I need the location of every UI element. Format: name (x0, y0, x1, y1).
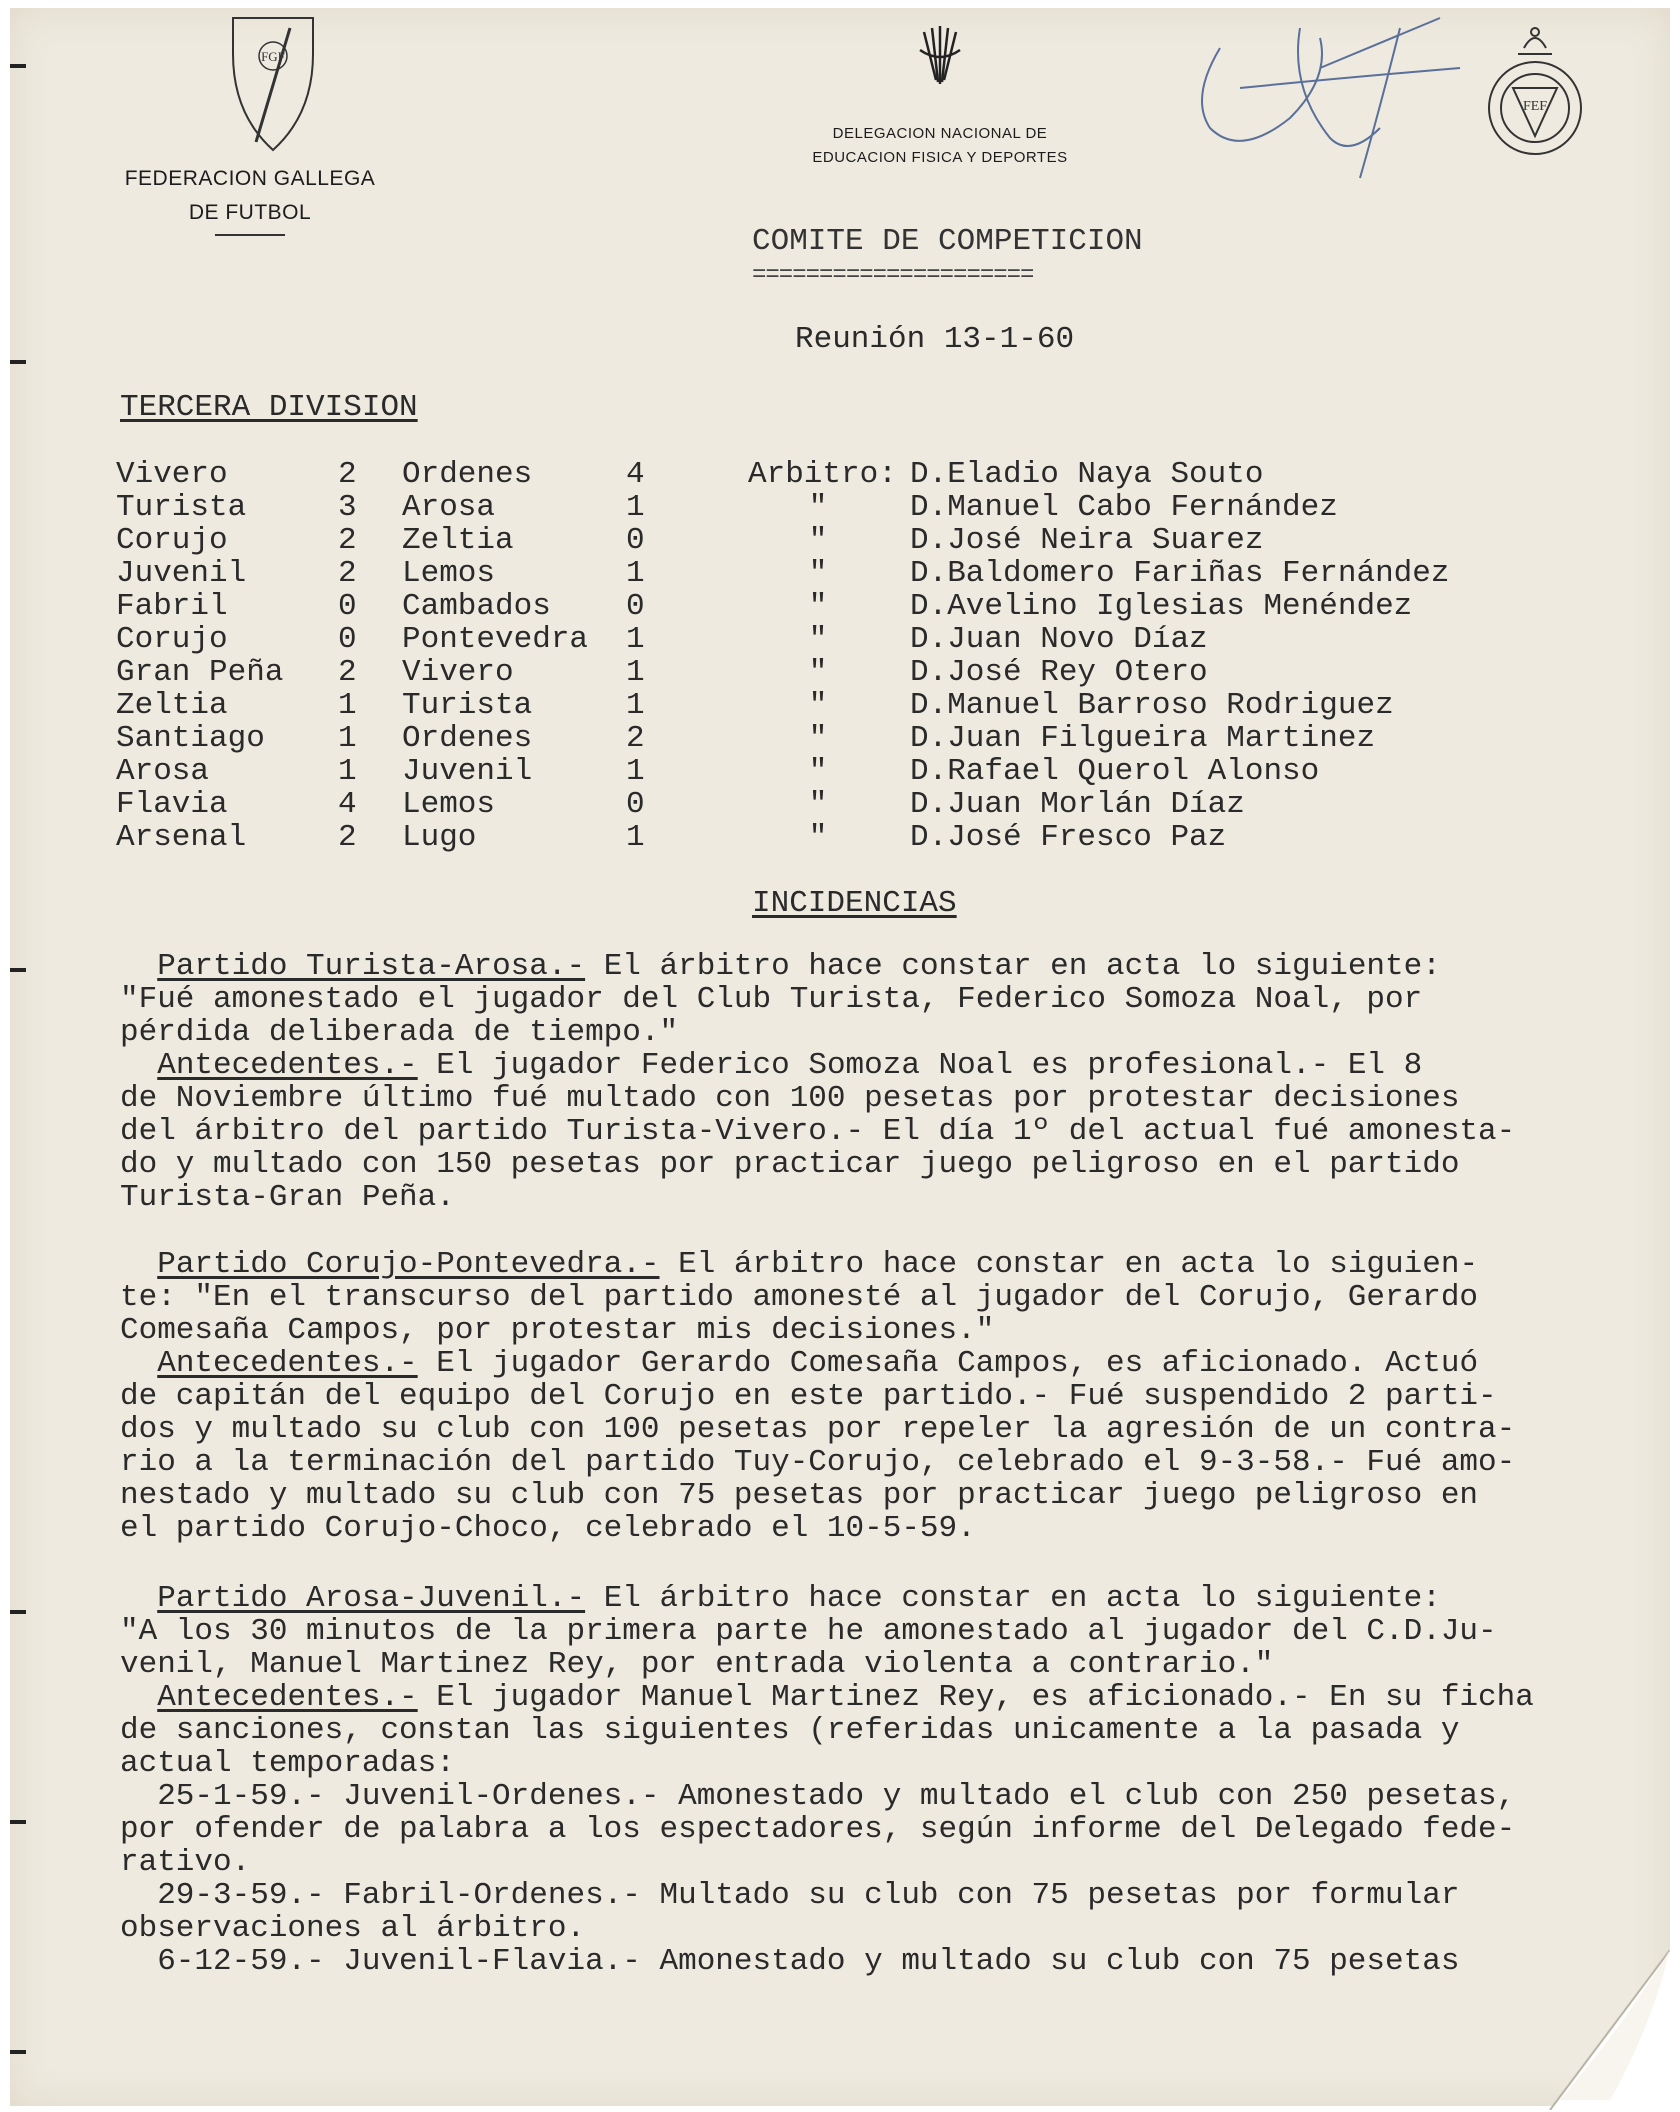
referee-cell (748, 788, 910, 821)
away-score: 0 (626, 787, 645, 822)
delegation-line1: DELEGACION NACIONAL DE (832, 125, 1048, 142)
yoke-arrows-emblem-icon (912, 20, 968, 90)
home-score: 2 (338, 523, 357, 558)
away-score: 0 (626, 589, 645, 624)
ditto-mark: " (808, 556, 828, 591)
incidents-heading: INCIDENCIAS (752, 886, 957, 921)
referee-cell (748, 491, 910, 524)
referee-cell (748, 524, 910, 557)
home-score: 0 (338, 589, 357, 624)
ditto-mark: " (808, 787, 828, 822)
away-team: Pontevedra (402, 622, 589, 657)
referee-name: D.Eladio Naya Souto (910, 457, 1264, 492)
home-team: Arsenal (116, 820, 247, 855)
away-score: 1 (626, 556, 645, 591)
referee-name: D.Avelino Iglesias Menéndez (910, 589, 1413, 624)
referee-name: D.Manuel Cabo Fernández (910, 490, 1338, 525)
home-team: Turista (116, 490, 247, 525)
away-team: Lemos (402, 556, 496, 591)
incident-match-heading: Partido Turista-Arosa.- (157, 949, 586, 984)
federation-name-line2: DE FUTBOL (188, 201, 312, 224)
away-team: Juvenil (402, 754, 533, 789)
referee-cell (748, 557, 910, 590)
referee-cell (748, 623, 910, 656)
away-score: 1 (626, 655, 645, 690)
handwritten-signature (1180, 8, 1480, 188)
home-score: 1 (338, 721, 357, 756)
incident-history-text: El jugador Gerardo Comesaña Campos, es aficionado. Actuó de capitán del equipo del Corujo en este partido.- Fué suspendido 2 parti- dos y multado su club con 100 pesetas por repeler la agresión de un contra- rio a la terminación del partido Tuy-Corujo, celebrado el 9-3-58.- Fué amo- nestado y multado su club con 75 pesetas por practicar juego peligroso en el partido Corujo-Choco, celebrado el 10-5-59. (120, 1346, 1516, 1546)
federation-name-line1: FEDERACION GALLEGA (124, 167, 376, 190)
away-score: 1 (626, 490, 645, 525)
incident-history-heading: Antecedentes.- (157, 1346, 418, 1381)
division-heading: TERCERA DIVISION (120, 390, 418, 425)
federation-name (100, 162, 400, 236)
home-team: Corujo (116, 523, 228, 558)
divider (215, 234, 285, 236)
home-score: 2 (338, 820, 357, 855)
away-score: 1 (626, 754, 645, 789)
referee-name: D.Manuel Barroso Rodriguez (910, 688, 1394, 723)
away-score: 1 (626, 820, 645, 855)
away-team: Cambados (402, 589, 551, 624)
ditto-mark: " (808, 688, 828, 723)
referee-name: D.Baldomero Fariñas Fernández (910, 556, 1450, 591)
referee-name: D.José Fresco Paz (910, 820, 1227, 855)
result-row (116, 491, 1450, 524)
away-score: 1 (626, 622, 645, 657)
incident-turista-arosa (120, 950, 1660, 1214)
home-score: 1 (338, 688, 357, 723)
referee-name: D.Juan Novo Díaz (910, 622, 1208, 657)
result-row (116, 524, 1450, 557)
referee-cell (748, 689, 910, 722)
referee-cell (748, 722, 910, 755)
incident-history-heading: Antecedentes.- (157, 1680, 418, 1715)
home-team: Santiago (116, 721, 265, 756)
result-row (116, 590, 1450, 623)
away-score: 0 (626, 523, 645, 558)
title-double-rule: ===================== (752, 262, 1034, 289)
home-score: 4 (338, 787, 357, 822)
away-team: Ordenes (402, 457, 533, 492)
margin-mark (10, 2050, 26, 2054)
referee-label: Arbitro: (748, 457, 897, 492)
away-team: Lemos (402, 787, 496, 822)
result-row (116, 557, 1450, 590)
margin-mark (10, 968, 26, 972)
home-team: Fabril (116, 589, 228, 624)
federation-crest-icon (228, 14, 318, 154)
incident-arosa-juvenil (120, 1582, 1660, 1978)
margin-mark (10, 360, 26, 364)
margin-mark (10, 1820, 26, 1824)
home-score: 2 (338, 655, 357, 690)
result-row (116, 689, 1450, 722)
incident-history-text: El jugador Manuel Martinez Rey, es aficionado.- En su ficha de sanciones, constan las siguientes (referidas unicamente a la pasada y actual temporadas: 25-1-59.- Juvenil-Ordenes.- Amonestado y multado el club con 250 pesetas, por ofender de palabra a los espectadores, según informe del Delegado fede- rativo. 29-3-59.- Fabril-Ordenes.- Multado su club con 75 pesetas por formular observaciones al árbitro. 6-12-59.- Juvenil-Flavia.- Amonestado y multado su club con 75 pesetas (120, 1680, 1534, 1979)
ditto-mark: " (808, 655, 828, 690)
incident-history-text: El jugador Federico Somoza Noal es profesional.- El 8 de Noviembre último fué multado con 100 pesetas por protestar decisiones del árbitro del partido Turista-Vivero.- El día 1º del actual fué amonesta- do y multado con 150 pesetas por practicar juego peligroso en el partido Turista-Gran Peña. (120, 1048, 1516, 1215)
incident-match-text: El árbitro hace constar en acta lo siguien- te: "En el transcurso del partido amonesté al jugador del Corujo, Gerardo Comesaña Campos, por protestar mis decisiones." (120, 1247, 1479, 1348)
home-score: 0 (338, 622, 357, 657)
home-score: 3 (338, 490, 357, 525)
away-score: 1 (626, 688, 645, 723)
home-team: Gran Peña (116, 655, 284, 690)
home-team: Juvenil (116, 556, 247, 591)
result-row (116, 623, 1450, 656)
svg-text:FEF: FEF (1522, 99, 1548, 114)
spanish-federation-crest-icon (1480, 18, 1590, 168)
delegation-line2: EDUCACION FISICA Y DEPORTES (812, 149, 1068, 166)
ditto-mark: " (808, 721, 828, 756)
referee-name: D.Juan Filgueira Martinez (910, 721, 1376, 756)
result-row (116, 821, 1450, 854)
away-score: 4 (626, 457, 645, 492)
ditto-mark: " (808, 820, 828, 855)
home-team: Arosa (116, 754, 210, 789)
referee-name: D.Juan Morlán Díaz (910, 787, 1245, 822)
away-team: Ordenes (402, 721, 533, 756)
result-row (116, 656, 1450, 689)
ditto-mark: " (808, 622, 828, 657)
home-team: Zeltia (116, 688, 228, 723)
folded-corner (1540, 1950, 1670, 2110)
svg-text:FGF: FGF (261, 49, 285, 64)
referee-name: D.Rafael Querol Alonso (910, 754, 1320, 789)
ditto-mark: " (808, 754, 828, 789)
result-row (116, 788, 1450, 821)
away-team: Arosa (402, 490, 496, 525)
committee-title: COMITE DE COMPETICION (752, 224, 1143, 259)
home-score: 2 (338, 457, 357, 492)
results-table (116, 458, 1450, 854)
home-team: Corujo (116, 622, 228, 657)
incident-match-text: El árbitro hace constar en acta lo siguiente: "A los 30 minutos de la primera parte he amonestado al jugador del C.D.Ju- venil, Manuel Martinez Rey, por entrada violenta a contrario." (120, 1581, 1497, 1682)
away-team: Zeltia (402, 523, 514, 558)
delegation-name (760, 122, 1120, 170)
margin-mark (10, 1610, 26, 1614)
referee-name: D.José Neira Suarez (910, 523, 1264, 558)
referee-cell (748, 755, 910, 788)
incident-corujo-pontevedra (120, 1248, 1660, 1545)
result-row (116, 458, 1450, 491)
meeting-date: Reunión 13-1-60 (795, 322, 1075, 357)
incident-match-heading: Partido Arosa-Juvenil.- (157, 1581, 586, 1616)
incident-history-heading: Antecedentes.- (157, 1048, 418, 1083)
away-team: Vivero (402, 655, 514, 690)
referee-cell (748, 590, 910, 623)
margin-mark (10, 64, 26, 68)
ditto-mark: " (808, 589, 828, 624)
incident-match-text: El árbitro hace constar en acta lo siguiente: "Fué amonestado el jugador del Club Turista, Federico Somoza Noal, por pérdida deliberada de tiempo." (120, 949, 1441, 1050)
result-row (116, 755, 1450, 788)
referee-cell (748, 656, 910, 689)
home-score: 1 (338, 754, 357, 789)
ditto-mark: " (808, 523, 828, 558)
referee-name: D.José Rey Otero (910, 655, 1208, 690)
away-team: Lugo (402, 820, 477, 855)
home-team: Vivero (116, 457, 228, 492)
home-team: Flavia (116, 787, 228, 822)
result-row (116, 722, 1450, 755)
away-score: 2 (626, 721, 645, 756)
referee-cell (748, 821, 910, 854)
home-score: 2 (338, 556, 357, 591)
ditto-mark: " (808, 490, 828, 525)
incident-match-heading: Partido Corujo-Pontevedra.- (157, 1247, 660, 1282)
away-team: Turista (402, 688, 533, 723)
